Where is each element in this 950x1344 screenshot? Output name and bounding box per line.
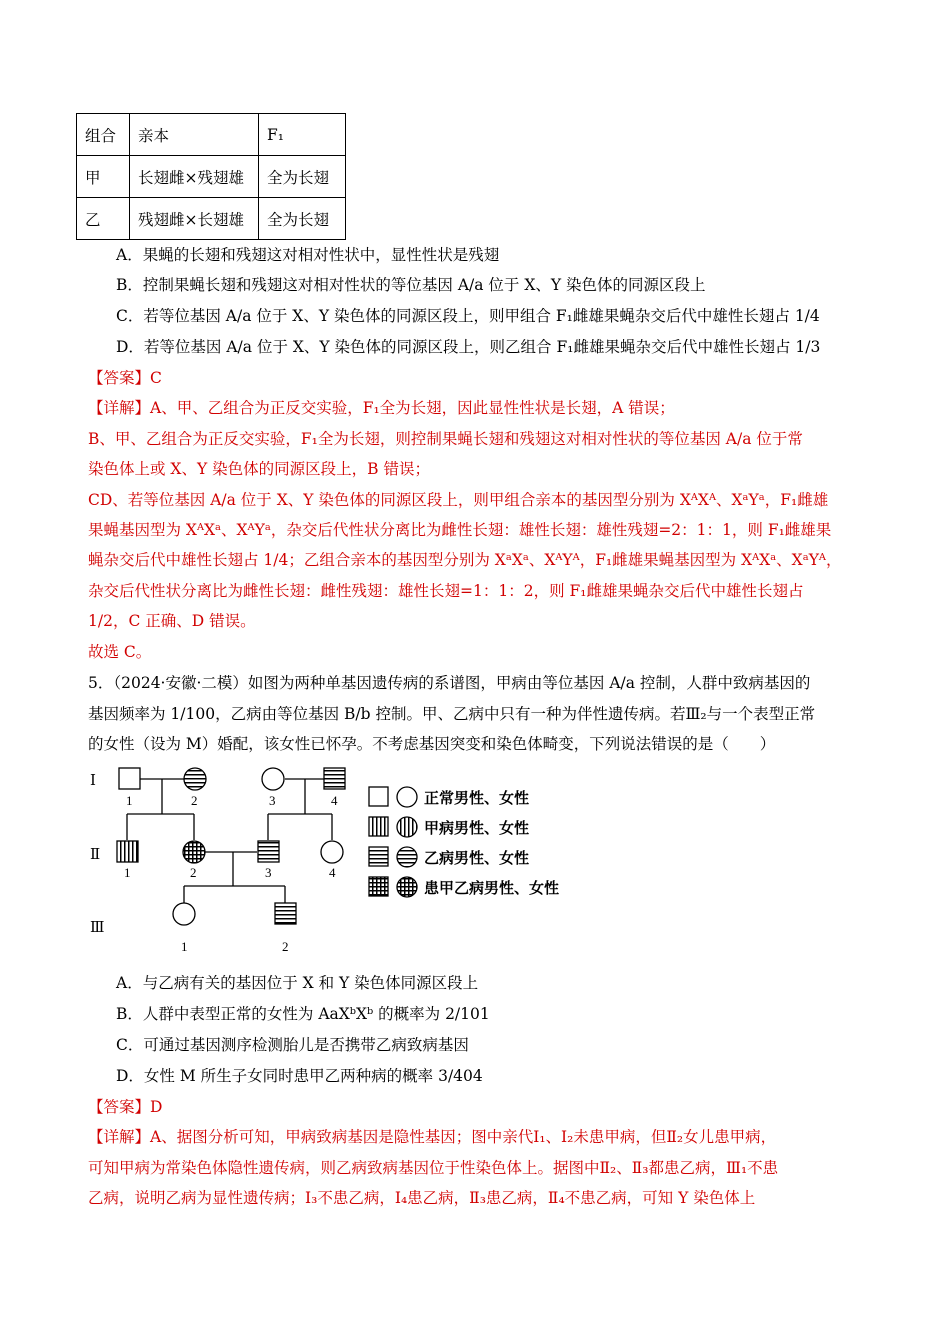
individual-number: 3 [269, 793, 276, 808]
generation-label: Ⅱ [90, 847, 101, 863]
table-cell: 全为长翅 [259, 156, 346, 198]
legend-disease-a-male-icon [369, 817, 388, 836]
cross-table [76, 113, 346, 240]
q4-answer: 【答案】C [88, 369, 162, 387]
table-cell: 全为长翅 [259, 198, 346, 240]
gen1-individual-1 [119, 768, 140, 789]
generation-label: Ⅰ [90, 773, 96, 789]
q4-explanation-line: CD、若等位基因 A/a 位于 X、Y 染色体的同源区段上，则甲组合亲本的基因型分别为 XᴬXᴬ、XᵃYᵃ，F₁雌雄 [88, 491, 829, 509]
q5-stem-line: 5．（2024·安徽·二模）如图为两种单基因遗传病的系谱图，甲病由等位基因 A/a 控制，人群中致病基因的 [88, 674, 811, 692]
q5-answer: 【答案】D [88, 1098, 163, 1116]
legend-label: 乙病男性、女性 [424, 851, 530, 867]
individual-number: 1 [181, 939, 188, 954]
individual-number: 1 [126, 793, 133, 808]
q4-explanation-line: 【详解】A、甲、乙组合为正反交实验，F₁全为长翅，因此显性性状是长翅，A 错误； [88, 399, 675, 417]
q5-explanation-line: 【详解】A、据图分析可知，甲病致病基因是隐性基因；图中亲代Ⅰ₁、Ⅰ₂未患甲病，但Ⅱ₂女儿患甲病， [88, 1128, 777, 1146]
legend-disease-a-female-icon [397, 817, 417, 837]
q4-option-a: A．果蝇的长翅和残翅这对相对性状中，显性性状是残翅 [116, 246, 500, 264]
individual-number: 2 [190, 865, 197, 880]
table-cell: 长翅雌×残翅雄 [130, 156, 259, 198]
table-header-row [77, 114, 346, 156]
table-header-cell: F₁ [259, 114, 346, 156]
q4-explanation-line: 染色体上或 X、Y 染色体的同源区段上，B 错误； [88, 460, 430, 478]
gen3-individual-2 [275, 903, 296, 924]
individual-number: 2 [191, 793, 198, 808]
legend-both-diseases-male-icon [369, 877, 388, 896]
gen2-individual-3 [258, 841, 279, 862]
q5-stem-line: 基因频率为 1/100，乙病由等位基因 B/b 控制。甲、乙病中只有一种为伴性遗传病。若Ⅲ₂与一个表型正常 [88, 705, 816, 723]
q5-option-c: C．可通过基因测序检测胎儿是否携带乙病致病基因 [116, 1036, 469, 1054]
q4-conclusion: 故选 C。 [88, 643, 152, 661]
table-row [77, 156, 346, 198]
pedigree-diagram [80, 762, 600, 962]
legend-disease-b-female-icon [397, 847, 417, 867]
individual-number: 3 [265, 865, 272, 880]
gen2-individual-2 [183, 841, 205, 863]
legend-both-diseases-female-icon [397, 877, 417, 897]
individual-number: 1 [124, 865, 131, 880]
legend-normal-female-icon [397, 787, 417, 807]
q5-option-d: D．女性 M 所生子女同时患甲乙两种病的概率 3/404 [116, 1067, 483, 1085]
gen2-individual-1 [117, 841, 138, 862]
legend-normal-male-icon [369, 787, 388, 806]
legend-label: 正常男性、女性 [424, 791, 530, 807]
table-cell: 乙 [77, 198, 130, 240]
generation-label: Ⅲ [90, 920, 105, 936]
q5-option-b: B．人群中表型正常的女性为 AaXᵇXᵇ 的概率为 2/101 [116, 1005, 490, 1023]
q5-option-a: A．与乙病有关的基因位于 X 和 Y 染色体同源区段上 [116, 974, 479, 992]
q4-explanation-line: 果蝇基因型为 XᴬXᵃ、XᴬYᵃ，杂交后代性状分离比为雌性长翅：雄性长翅：雄性残翅=2：1：1，则 F₁雌雄果 [88, 521, 832, 539]
q4-option-b: B．控制果蝇长翅和残翅这对相对性状的等位基因 A/a 位于 X、Y 染色体的同源区段上 [116, 276, 706, 294]
q5-explanation-line: 可知甲病为常染色体隐性遗传病，则乙病致病基因位于性染色体上。据图中Ⅱ₂、Ⅱ₃都患乙病，Ⅲ₁不患 [88, 1159, 779, 1177]
q4-option-c: C．若等位基因 A/a 位于 X、Y 染色体的同源区段上，则甲组合 F₁雌雄果蝇杂交后代中雄性长翅占 1/4 [116, 307, 820, 325]
legend-label: 甲病男性、女性 [424, 821, 530, 837]
q4-explanation-line: B、甲、乙组合为正反交实验，F₁全为长翅，则控制果蝇长翅和残翅这对相对性状的等位基因 A/a 位于常 [88, 430, 803, 448]
legend-label: 患甲乙病男性、女性 [424, 881, 560, 897]
gen3-individual-1 [173, 903, 195, 925]
q5-explanation-line: 乙病，说明乙病为显性遗传病；Ⅰ₃不患乙病，Ⅰ₄患乙病，Ⅱ₃患乙病，Ⅱ₄不患乙病，可知 Y 染色体上 [88, 1189, 756, 1207]
q4-explanation-line: 杂交后代性状分离比为雌性长翅：雌性残翅：雄性长翅=1：1：2，则 F₁雌雄果蝇杂交后代中雄性长翅占 [88, 582, 804, 600]
gen1-individual-3 [262, 768, 284, 790]
table-header-cell: 组合 [77, 114, 130, 156]
table-cell: 甲 [77, 156, 130, 198]
gen2-individual-4 [321, 841, 343, 863]
individual-number: 4 [329, 865, 336, 880]
legend-disease-b-male-icon [369, 847, 388, 866]
individual-number: 2 [282, 939, 289, 954]
table-row [77, 198, 346, 240]
table-cell: 残翅雌×长翅雄 [130, 198, 259, 240]
q5-stem-line: 的女性（设为 M）婚配，该女性已怀孕。不考虑基因突变和染色体畸变，下列说法错误的是（ ） [88, 735, 776, 753]
individual-number: 4 [331, 793, 338, 808]
gen1-individual-4 [324, 768, 345, 789]
q4-explanation-line: 蝇杂交后代中雄性长翅占 1/4；乙组合亲本的基因型分别为 XᵃXᵃ、XᴬYᴬ，F₁雌雄果蝇基因型为 XᴬXᵃ、XᵃYᴬ， [88, 551, 842, 569]
q4-option-d: D．若等位基因 A/a 位于 X、Y 染色体的同源区段上，则乙组合 F₁雌雄果蝇杂交后代中雄性长翅占 1/3 [116, 338, 821, 356]
table-header-cell: 亲本 [130, 114, 259, 156]
gen1-individual-2 [184, 768, 206, 790]
q4-explanation-line: 1/2，C 正确、D 错误。 [88, 612, 256, 630]
